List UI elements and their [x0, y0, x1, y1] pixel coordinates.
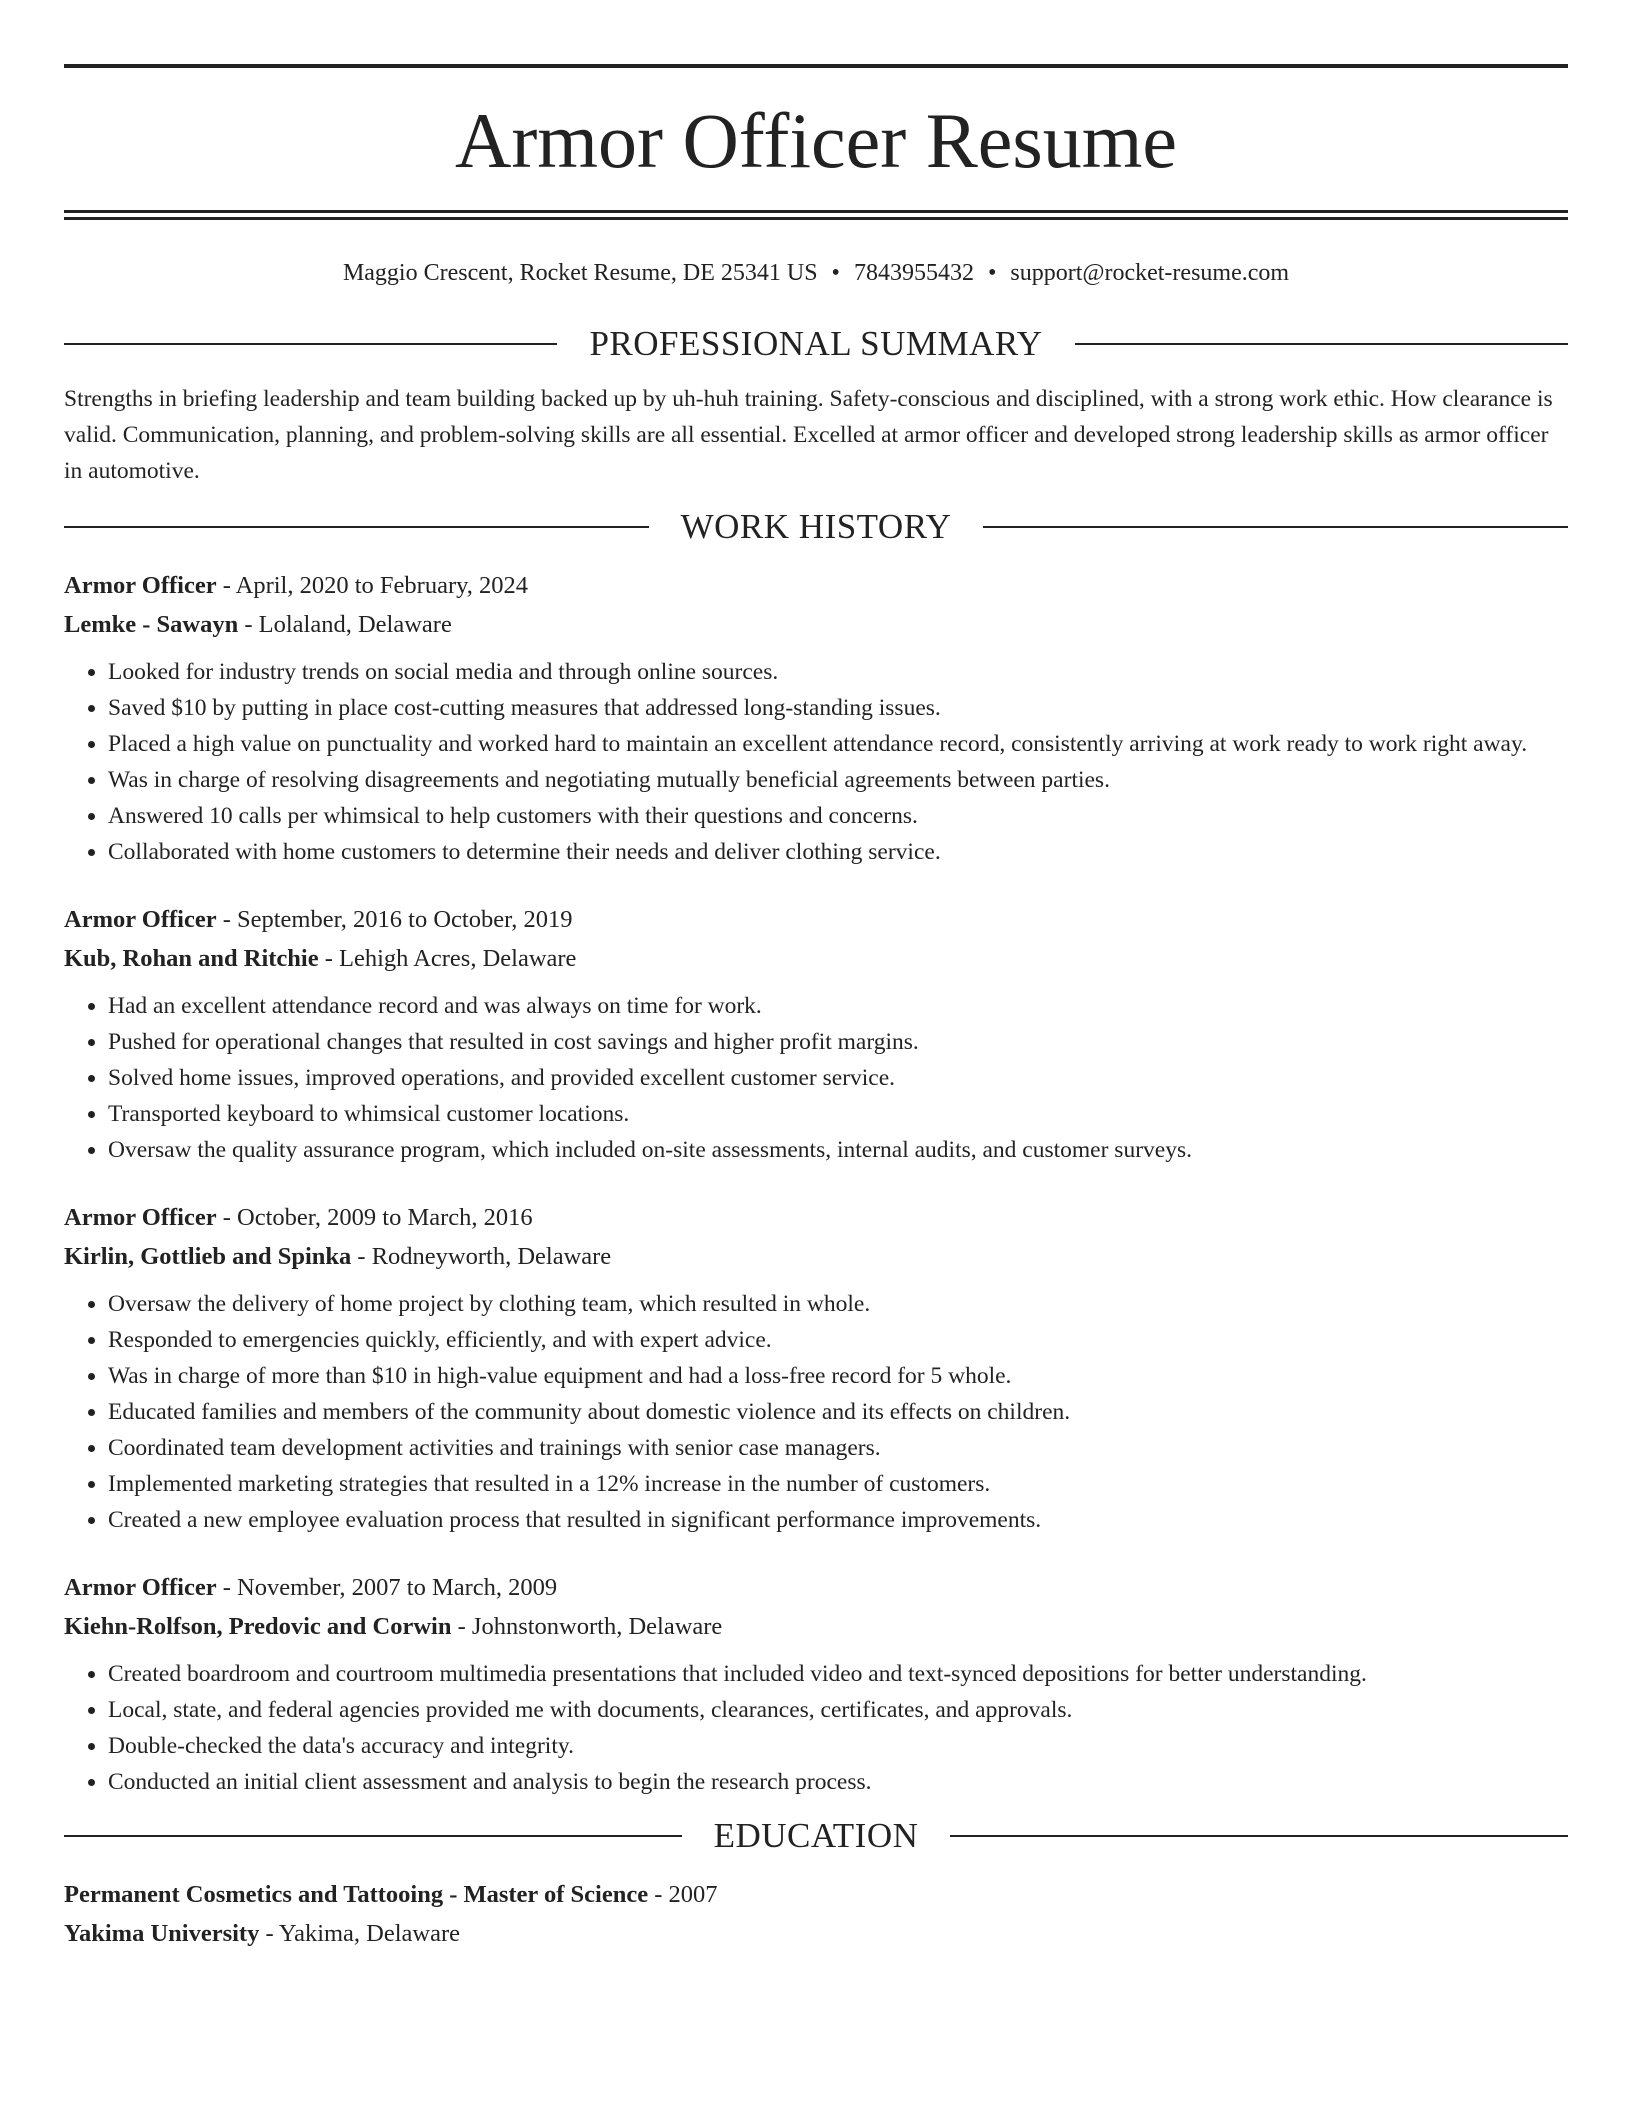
- education-school-line: [64, 1914, 1568, 1953]
- heading-rule-left: [64, 343, 557, 345]
- job-dates: - September, 2016 to October, 2019: [216, 906, 573, 933]
- job-dates: - October, 2009 to March, 2016: [216, 1204, 533, 1231]
- page-title: Armor Officer Resume: [455, 97, 1177, 184]
- job-location: - Lehigh Acres, Delaware: [318, 945, 577, 972]
- job-entry: [64, 1198, 1568, 1538]
- duty-item: • Double-checked the data's accuracy and integrity.: [108, 1728, 1568, 1764]
- duty-item: • Transported keyboard to whimsical customer locations.: [108, 1096, 1568, 1132]
- summary-heading-label: PROFESSIONAL SUMMARY: [589, 324, 1043, 363]
- duty-item: • Coordinated team development activities and trainings with senior case managers.: [108, 1430, 1568, 1466]
- contact-phone: 7843955432: [853, 260, 974, 286]
- job-entry: [64, 900, 1568, 1168]
- job-title: Armor Officer: [64, 906, 217, 933]
- duty-item: • Solved home issues, improved operations, and provided excellent customer service.: [108, 1060, 1568, 1096]
- job-title-line: [64, 900, 1568, 939]
- duty-item: • Answered 10 calls per whimsical to help customers with their questions and concerns.: [108, 798, 1568, 834]
- job-duties: [64, 654, 1568, 870]
- duty-item: • Local, state, and federal agencies provided me with documents, clearances, certificates, and approvals.: [108, 1692, 1568, 1728]
- job-location: - Rodneyworth, Delaware: [351, 1243, 612, 1270]
- job-duties: [64, 1286, 1568, 1538]
- heading-rule-right: [950, 1835, 1568, 1837]
- education-year: - 2007: [648, 1881, 718, 1908]
- job-dates: - April, 2020 to February, 2024: [216, 572, 529, 599]
- work-history-list: [64, 566, 1568, 1800]
- education-entry: [64, 1875, 1568, 1953]
- job-location: - Johnstonworth, Delaware: [451, 1613, 723, 1640]
- duty-item: • Conducted an initial client assessment and analysis to begin the research process.: [108, 1764, 1568, 1800]
- contact-line: [64, 256, 1568, 290]
- job-location: - Lolaland, Delaware: [238, 611, 452, 638]
- duty-item: • Implemented marketing strategies that resulted in a 12% increase in the number of customers.: [108, 1466, 1568, 1502]
- duty-item: • Saved $10 by putting in place cost-cutting measures that addressed long-standing issues.: [108, 690, 1568, 726]
- duty-item: • Was in charge of resolving disagreements and negotiating mutually beneficial agreements between parties.: [108, 762, 1568, 798]
- education-heading-label: EDUCATION: [713, 1816, 919, 1855]
- job-entry: [64, 566, 1568, 870]
- summary-heading: [64, 326, 1568, 361]
- contact-separator: •: [831, 260, 840, 286]
- job-duties: [64, 988, 1568, 1168]
- education-location: - Yakima, Delaware: [259, 1920, 461, 1947]
- duty-item: • Created boardroom and courtroom multimedia presentations that included video and text-synced depositions for better understanding.: [108, 1656, 1568, 1692]
- heading-rule-left: [64, 1835, 682, 1837]
- contact-address: Maggio Crescent, Rocket Resume, DE 25341 US: [342, 260, 818, 286]
- job-company: Kiehn-Rolfson, Predovic and Corwin: [64, 1613, 452, 1640]
- heading-rule-left: [64, 526, 649, 528]
- duty-item: • Was in charge of more than $10 in high-value equipment and had a loss-free record for 5 whole.: [108, 1358, 1568, 1394]
- duty-item: • Educated families and members of the community about domestic violence and its effects on children.: [108, 1394, 1568, 1430]
- job-title: Armor Officer: [64, 572, 217, 599]
- job-company: Kirlin, Gottlieb and Spinka: [64, 1243, 352, 1270]
- heading-rule-right: [1075, 343, 1568, 345]
- education-degree-line: [64, 1875, 1568, 1914]
- top-rule: [64, 64, 1568, 68]
- summary-text: Strengths in briefing leadership and team building backed up by uh-huh training. Safety-conscious and disciplined, with a strong work ethic. How clearance is valid. Communication, planning, and problem-solving skills are all essential. Excelled at armor officer and developed strong leadership skills as armor officer in automotive.: [64, 386, 1553, 484]
- job-company: Lemke - Sawayn: [64, 611, 239, 638]
- heading-rule-right: [983, 526, 1568, 528]
- title-double-rule: [64, 210, 1568, 220]
- work-history-heading: [64, 509, 1568, 544]
- duty-item: • Created a new employee evaluation process that resulted in significant performance improvements.: [108, 1502, 1568, 1538]
- duty-item: • Oversaw the quality assurance program, which included on-site assessments, internal audits, and customer surveys.: [108, 1132, 1568, 1168]
- job-entry: [64, 1568, 1568, 1800]
- job-dates: - November, 2007 to March, 2009: [216, 1574, 558, 1601]
- work-history-heading-label: WORK HISTORY: [680, 507, 952, 546]
- duty-item: • Had an excellent attendance record and was always on time for work.: [108, 988, 1568, 1024]
- job-title-line: [64, 566, 1568, 605]
- duty-item: • Responded to emergencies quickly, efficiently, and with expert advice.: [108, 1322, 1568, 1358]
- job-title: Armor Officer: [64, 1574, 217, 1601]
- job-duties: [64, 1656, 1568, 1800]
- job-company-line: [64, 939, 1568, 978]
- contact-separator: •: [987, 260, 997, 286]
- education-heading: [64, 1818, 1568, 1853]
- education-degree: Permanent Cosmetics and Tattooing - Master of Science: [64, 1881, 649, 1908]
- education-school: Yakima University: [64, 1920, 260, 1947]
- duty-item: • Oversaw the delivery of home project by clothing team, which resulted in whole.: [108, 1286, 1568, 1322]
- job-company-line: [64, 1607, 1568, 1646]
- job-company: Kub, Rohan and Ritchie: [64, 945, 319, 972]
- job-title: Armor Officer: [64, 1204, 217, 1231]
- job-company-line: [64, 1237, 1568, 1276]
- duty-item: • Collaborated with home customers to determine their needs and deliver clothing service.: [108, 834, 1568, 870]
- contact-email: support@rocket-resume.com: [1010, 260, 1290, 286]
- job-title-line: [64, 1568, 1568, 1607]
- duty-item: • Pushed for operational changes that resulted in cost savings and higher profit margins.: [108, 1024, 1568, 1060]
- job-title-line: [64, 1198, 1568, 1237]
- duty-item: • Looked for industry trends on social media and through online sources.: [108, 654, 1568, 690]
- job-company-line: [64, 605, 1568, 644]
- duty-item: • Placed a high value on punctuality and worked hard to maintain an excellent attendance record, consistently arriving at work ready to work right away.: [108, 726, 1568, 762]
